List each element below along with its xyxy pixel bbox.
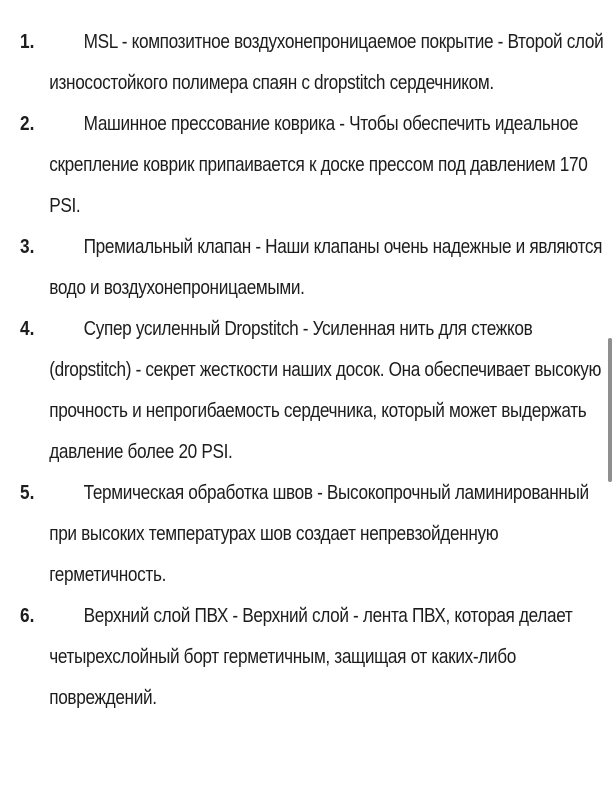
feature-title: Премиальный клапан <box>83 236 251 258</box>
feature-item-1 <box>20 22 616 104</box>
feature-text: Верхний слой - лента ПВХ, которая делает четырехслойный борт герметичным, защищая от каких-либо повреждений. <box>49 605 573 709</box>
feature-text: Усиленная нить для стежков (dropstitch) - секрет жесткости наших досок. Она обеспечивает высокую прочность и непрогибаемость сердечника, который может выдержать давление более 20 PSI. <box>49 318 602 463</box>
feature-number: 6. <box>20 605 35 627</box>
feature-number: 4. <box>20 318 35 340</box>
feature-text: композитное воздухонепроницаемое покрытие - Второй слой износостойкого полимера спаян с dropstitch сердечником. <box>49 31 604 94</box>
feature-item-5 <box>20 473 616 596</box>
feature-text: Высокопрочный ламинированный при высоких температурах шов создает непревзойденную герметичность. <box>49 482 589 586</box>
feature-title: Верхний слой ПВХ <box>83 605 228 627</box>
feature-separator: - <box>334 113 350 135</box>
feature-separator: - <box>298 318 313 340</box>
feature-number: 2. <box>20 113 35 135</box>
feature-text: Наши клапаны очень надежные и являются водо и воздухонепроницаемыми. <box>49 236 603 299</box>
feature-item-2 <box>20 104 616 227</box>
feature-title: Термическая обработка швов <box>83 482 313 504</box>
feature-title: MSL <box>83 31 118 53</box>
feature-title: Супер усиленный Dropstitch <box>83 318 299 340</box>
feature-title: Машинное прессование коврика <box>83 113 335 135</box>
feature-body <box>49 309 616 473</box>
feature-body <box>49 227 616 309</box>
scrollbar-thumb[interactable] <box>608 338 612 482</box>
feature-item-6 <box>20 596 616 719</box>
feature-separator: - <box>312 482 327 504</box>
feature-body <box>49 596 616 719</box>
feature-number: 3. <box>20 236 35 258</box>
feature-list <box>20 22 604 719</box>
feature-body <box>49 473 616 596</box>
feature-number: 1. <box>20 31 35 53</box>
feature-text: Чтобы обеспечить идеальное скрепление коврик припаивается к доске прессом под давлением 170 PSI. <box>49 113 588 217</box>
feature-body <box>49 104 616 227</box>
feature-body <box>49 22 616 104</box>
feature-item-4 <box>20 309 616 473</box>
feature-separator: - <box>227 605 243 627</box>
feature-separator: - <box>250 236 266 258</box>
feature-separator: - <box>117 31 132 53</box>
feature-number: 5. <box>20 482 35 504</box>
feature-item-3 <box>20 227 616 309</box>
